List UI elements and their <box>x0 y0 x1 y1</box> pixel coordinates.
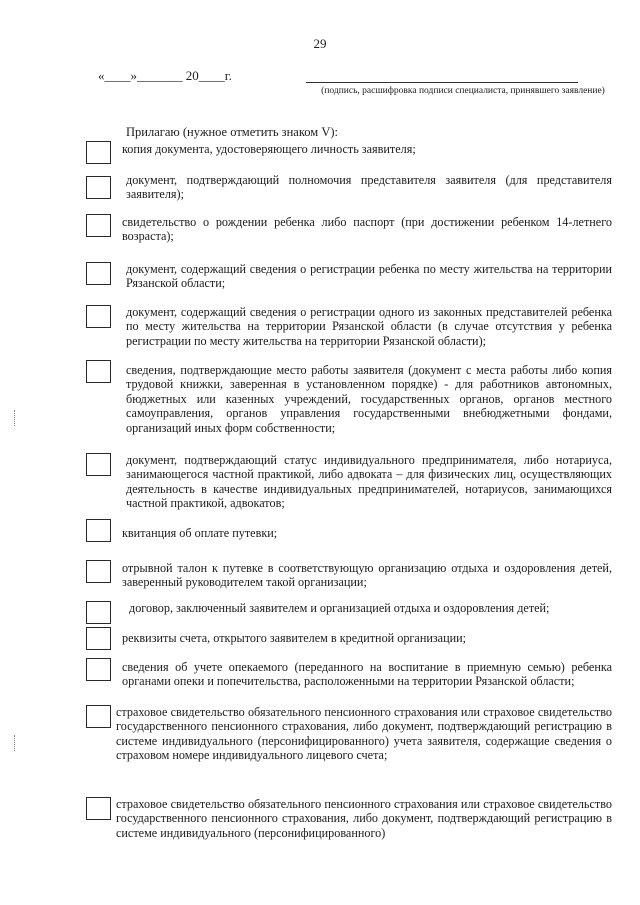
item-entrepreneur-status: документ, подтверждающий статус индивидуального предпринимателя, либо нотариуса, занимающегося частной практикой, либо адвоката – для физических лиц, осуществляющих деятельность в качестве индивидуальных предпринимателей, нотариусов, занимающихся частной практикой, адвокатов; <box>126 453 612 511</box>
checkbox-bank-details[interactable] <box>86 627 111 650</box>
item-birth-certificate: свидетельство о рождении ребенка либо паспорт (при достижении ребенком 14-летнего возраста); <box>122 215 612 244</box>
item-representative-authority: документ, подтверждающий полномочия представителя заявителя (для представителя заявителя); <box>126 173 612 202</box>
item-child-registration: документ, содержащий сведения о регистрации ребенка по месту жительства на территории Рязанской области; <box>126 262 612 291</box>
signature-line <box>306 82 578 83</box>
checkbox-pension-certificate-1[interactable] <box>86 705 111 728</box>
checkbox-child-registration[interactable] <box>86 262 111 285</box>
signature-caption: (подпись, расшифровка подписи специалиста, принявшего заявление) <box>321 86 605 96</box>
attachments-intro: Прилагаю (нужное отметить знаком V): <box>126 125 338 139</box>
date-line: «____»_______ 20____г. <box>98 68 232 83</box>
item-recreation-contract: договор, заключенный заявителем и организацией отдыха и оздоровления детей; <box>129 601 550 615</box>
checkbox-entrepreneur-status[interactable] <box>86 453 111 476</box>
checkbox-pension-certificate-2[interactable] <box>86 797 111 820</box>
item-payment-receipt: квитанция об оплате путевки; <box>122 526 278 540</box>
checkbox-parent-registration[interactable] <box>86 305 111 328</box>
checkbox-voucher-coupon[interactable] <box>86 560 111 583</box>
checkbox-employment-info[interactable] <box>86 360 111 383</box>
scan-artifact-mark <box>14 735 17 751</box>
item-pension-certificate-2: страховое свидетельство обязательного пенсионного страхования или страховое свидетельство государственного пенсионного страхования, либо документ, подтверждающий регистрацию в системе индивидуального (персонифицированного) <box>116 797 612 840</box>
item-pension-certificate-1: страховое свидетельство обязательного пенсионного страхования или страховое свидетельство государственного пенсионного страхования, либо документ, подтверждающий регистрацию в системе индивидуального (персонифицированного) учета заявителя, содержащие сведения о страховом номере индивидуального лицевого счета; <box>116 705 612 763</box>
checkbox-guardianship-record[interactable] <box>86 658 111 681</box>
item-parent-registration: документ, содержащий сведения о регистрации одного из законных представителей ребенка по месту жительства на территории Рязанской области (в случае отсутствия у ребенка регистрации по месту жительства на территории Рязанской области); <box>126 305 612 348</box>
item-employment-info: сведения, подтверждающие место работы заявителя (документ с места работы либо копия трудовой книжки, заверенная в установленном порядке) - для работников автономных, бюджетных или казенных учреждений, государственных органов, органов местного самоуправления, органов управления государственными внебюджетными фондами, организаций иных форм собственности; <box>126 363 612 435</box>
checkbox-representative-authority[interactable] <box>86 176 111 199</box>
scan-artifact-mark <box>14 410 17 426</box>
page-number: 29 <box>313 36 327 51</box>
item-identity-document: копия документа, удостоверяющего личность заявителя; <box>122 142 416 156</box>
checkbox-identity-document[interactable] <box>86 141 111 164</box>
checkbox-payment-receipt[interactable] <box>86 519 111 542</box>
item-guardianship-record: сведения об учете опекаемого (переданного на воспитание в приемную семью) ребенка органами опеки и попечительства, расположенными на территории Рязанской области; <box>122 660 612 689</box>
checkbox-birth-certificate[interactable] <box>86 214 111 237</box>
item-voucher-coupon: отрывной талон к путевке в соответствующую организацию отдыха и оздоровления детей, заверенный руководителем такой организации; <box>122 561 612 590</box>
checkbox-recreation-contract[interactable] <box>86 601 111 624</box>
item-bank-details: реквизиты счета, открытого заявителем в кредитной организации; <box>122 631 467 645</box>
